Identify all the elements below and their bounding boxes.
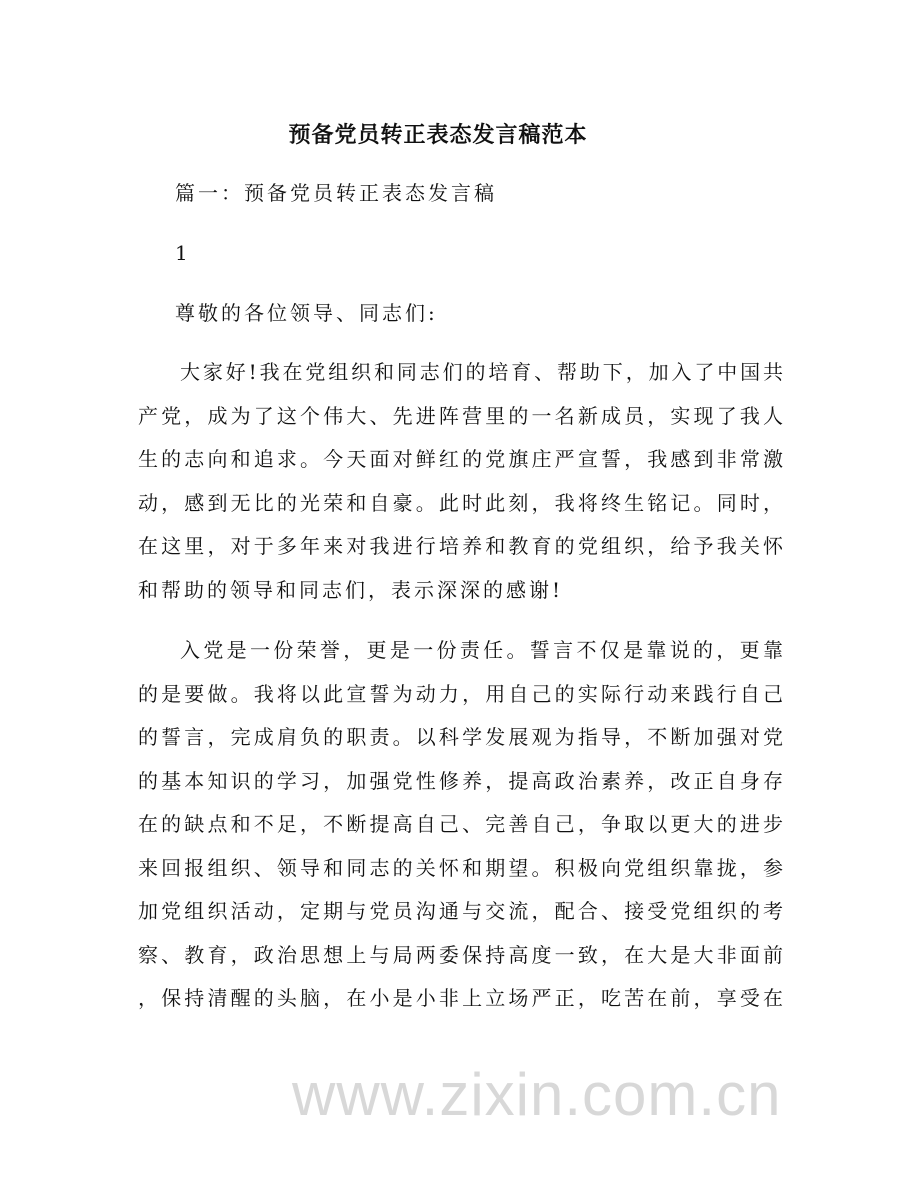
text-line: 的基本知识的学习，加强党性修养，提高政治素养，改正自身存 [138,768,783,793]
section-number: 1 [175,241,191,265]
text-line: ，保持清醒的头脑，在小是小非上立场严正，吃苦在前，享受在 [138,986,783,1010]
text-line: 生的志向和追求。今天面对鲜红的党旗庄严宣誓，我感到非常激 [138,447,783,471]
text-line: 在这里，对于多年来对我进行培养和教育的党组织，给予我关怀 [138,534,783,558]
text-line: 和帮助的领导和同志们，表示深深的感谢! [138,577,564,602]
text-line: 的是要做。我将以此宣誓为动力，用自己的实际行动来践行自己 [138,681,783,706]
text-line: 大家好!我在党组织和同志们的培育、帮助下，加入了中国共 [180,360,783,384]
text-line: 的誓言，完成肩负的职责。以科学发展观为指导，不断加强对党 [138,725,783,749]
text-line: 在的缺点和不足，不断提高自己、完善自己，争取以更大的进步 [138,812,783,836]
text-line: 察、教育，政治思想上与局两委保持高度一致，在大是大非面前 [138,942,783,967]
paragraph-2 [138,636,783,1028]
text-line: 加党组织活动，定期与党员沟通与交流，配合、接受党组织的考 [138,899,783,923]
salutation: 尊敬的各位领导、同志们: [175,301,438,325]
text-line: 来回报组织、领导和同志的关怀和期望。积极向党组织靠拢，参 [138,855,783,880]
paragraph-1 [138,358,783,619]
watermark: www.zixin.com.cn [292,1061,782,1128]
text-line: 动，感到无比的光荣和自豪。此时此刻，我将终生铭记。同时， [138,490,783,515]
section-heading: 篇一：预备党员转正表态发言稿 [175,181,497,205]
document-title: 预备党员转正表态发言稿范本 [288,123,588,148]
text-line: 产党，成为了这个伟大、先进阵营里的一名新成员，实现了我人 [138,403,783,428]
text-line: 入党是一份荣誉，更是一份责任。誓言不仅是靠说的，更靠 [180,638,783,662]
